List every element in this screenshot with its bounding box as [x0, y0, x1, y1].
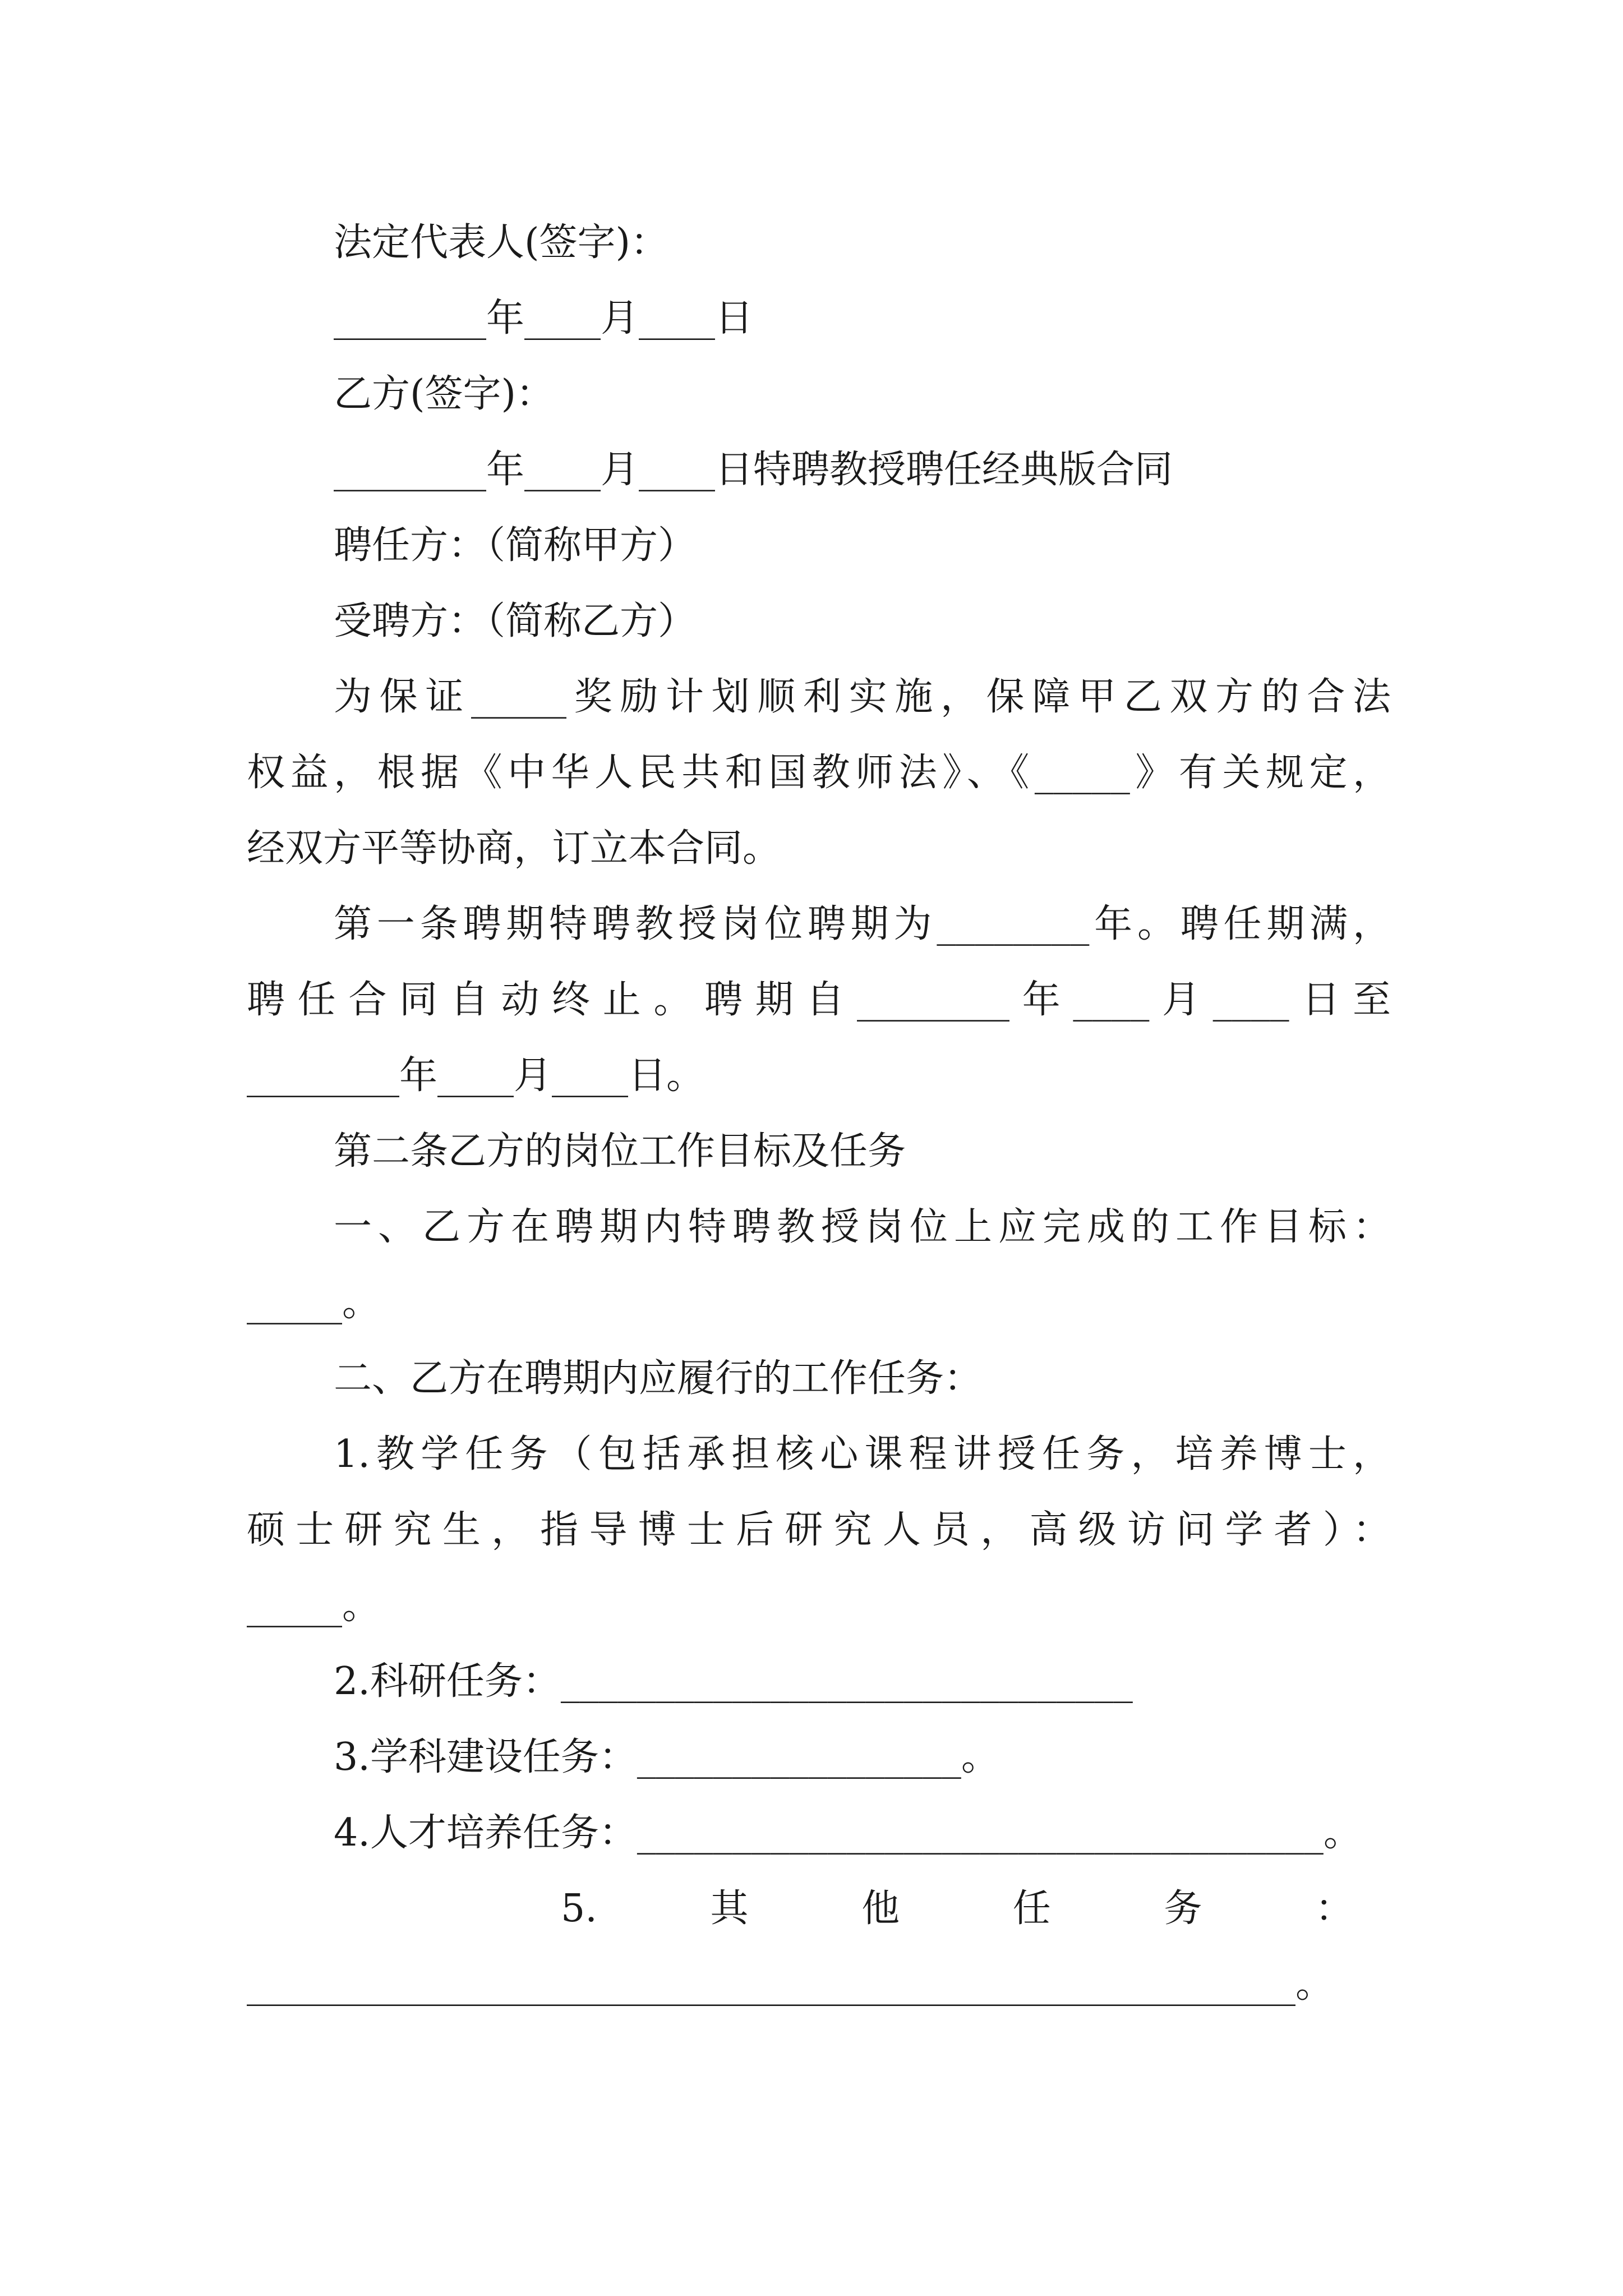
- article-1-line-3: ________年____月____日。: [247, 1053, 705, 1098]
- article-2-heading: 第二条乙方的岗位工作目标及任务: [334, 1129, 906, 1174]
- line-employer: 聘任方：（简称甲方）: [334, 523, 697, 568]
- paragraph-purpose-line-1: 为保证_____奖励计划顺利实施，保障甲乙双方的合法: [334, 675, 1391, 719]
- task-other-line-1: 5. 其 他 任 务 ：: [561, 1887, 1353, 1931]
- article-1-line-1: 第一条聘期特聘教授岗位聘期为________年。聘任期满，: [334, 902, 1391, 946]
- line-party-b-signature: 乙方(签字)：: [334, 372, 555, 416]
- task-teaching-line-2: 硕士研究生，指导博士后研究人员，高级访问学者）：: [247, 1508, 1391, 1552]
- line-employee: 受聘方：（简称乙方）: [334, 599, 697, 643]
- article-1-line-2: 聘任合同自动终止。聘期自________年____月____日至: [247, 978, 1391, 1022]
- article-2-goal-line-2: _____。: [247, 1281, 381, 1325]
- paragraph-purpose-line-2: 权益，根据《中华人民共和国教师法》、《_____》有关规定，: [247, 751, 1391, 795]
- line-legal-representative: 法定代表人(签字)：: [334, 220, 669, 265]
- line-date-1: ________年____月____日: [334, 296, 754, 341]
- article-2-goal-line-1: 一、乙方在聘期内特聘教授岗位上应完成的工作目标：: [334, 1205, 1391, 1249]
- line-date-2-title: ________年____月____日特聘教授聘任经典版合同: [334, 448, 1173, 492]
- task-research: 2.科研任务：______________________________: [334, 1659, 1133, 1704]
- task-discipline: 3.学科建设任务：_________________。: [334, 1735, 999, 1779]
- paragraph-purpose-line-3: 经双方平等协商，订立本合同。: [247, 826, 781, 871]
- article-2-tasks-heading: 二、乙方在聘期内应履行的工作任务：: [334, 1356, 983, 1401]
- task-teaching-line-1: 1.教学任务（包括承担核心课程讲授任务，培养博士，: [334, 1432, 1391, 1476]
- task-other-line-2: _______________________________________________________。: [247, 1962, 1334, 2007]
- task-talent: 4.人才培养任务：____________________________________。: [334, 1811, 1362, 1855]
- task-teaching-line-3: _____。: [247, 1584, 381, 1628]
